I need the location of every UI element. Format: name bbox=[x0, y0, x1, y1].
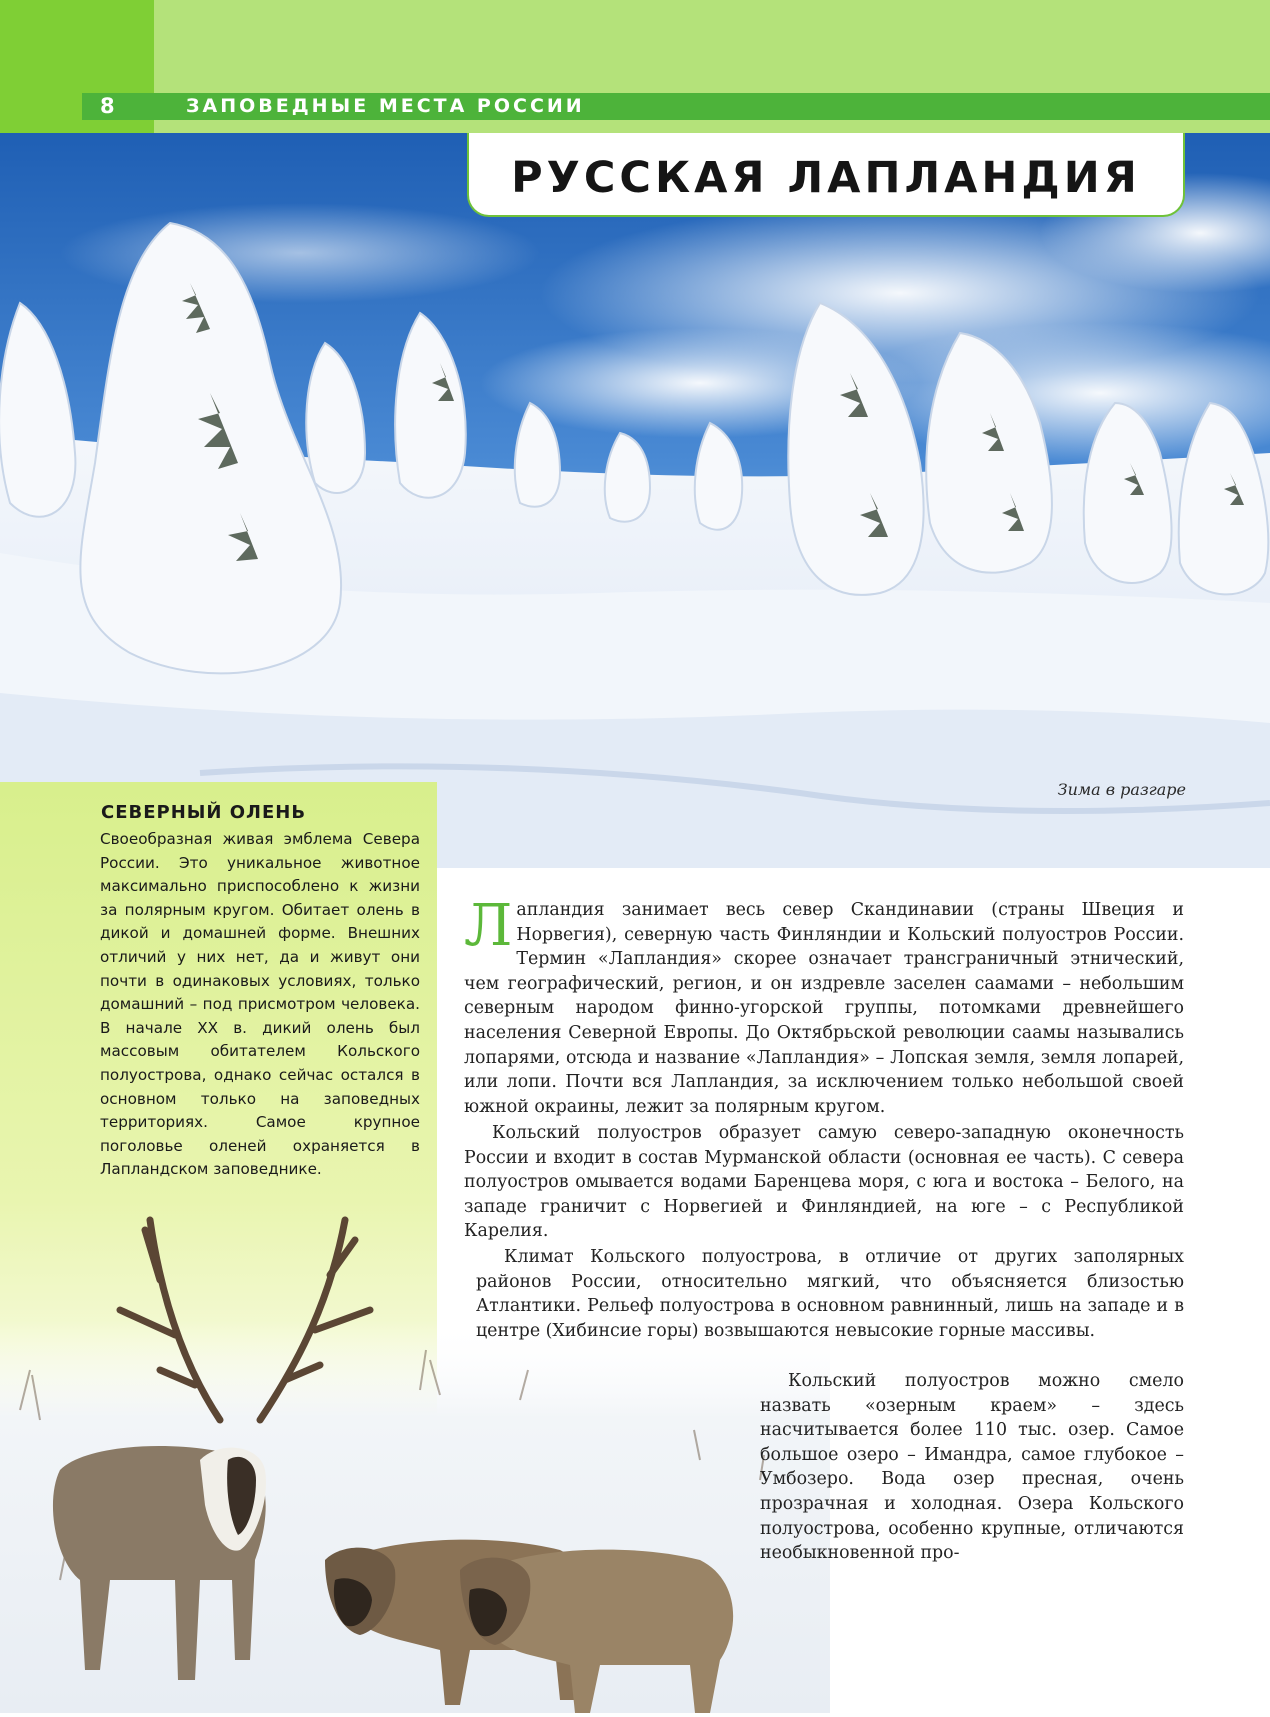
paragraph-1-text: апландия занимает весь север Скандинавии (страны Швеция и Норвегия), северную часть Финляндии и Кольский полуостров России. Термин «Лапландия» скорее означает трансграничный этнический, чем географический, регион, и он издревле заселен саамами – небольшим северным народом финно-угорской группы, потомками древнейшего населения Северной Европы. До Октябрьской революции саамы назывались лопарями, отсюда и название «Лапландия» – Лопская земля, земля лопарей, или лопи. Почти вся Лапландия, за исключением только небольшой своей южной окраины, лежит за полярным кругом. bbox=[464, 900, 1184, 1117]
drop-cap: Л bbox=[464, 891, 513, 959]
title-box bbox=[467, 133, 1185, 217]
article-paragraph-1 bbox=[464, 891, 1184, 1119]
article-title: РУССКАЯ ЛАПЛАНДИЯ bbox=[511, 153, 1141, 203]
photo-caption: Зима в разгаре bbox=[1057, 780, 1186, 799]
article-paragraph-2: Кольский полуостров образует самую северо-западную оконечность России и входит в состав Мурманской области (основная ее часть). С севера полуостров омывается водами Баренцева моря, с юга и востока – Белого, на западе граничит с Норвегией и Финляндией, на юге – с Республикой Карелия. bbox=[464, 1123, 1184, 1242]
article-paragraph-4: Кольский полуостров можно смело назвать «озерным краем» – здесь насчитывается более 110 тыс. озер. Самое большое озеро – Имандра, самое глубокое – Умбозеро. Вода озер пресная, очень прозрачная и холодная. Озера Кольского полуострова, особенно крупные, отличаются необыкновенной про- bbox=[760, 1371, 1184, 1564]
sidebar-title: СЕВЕРНЫЙ ОЛЕНЬ bbox=[101, 802, 307, 823]
page-number: 8 bbox=[100, 94, 115, 118]
winter-forest-photo bbox=[0, 133, 1270, 868]
article-paragraph-3: Климат Кольского полуострова, в отличие от других заполярных районов России, относительно мягкий, что объясняется близостью Атлантики. Рельеф полуострова в основном равнинный, лишь на западе и в центре (Хибинсие горы) возвышаются невысокие горные массивы. bbox=[476, 1247, 1184, 1341]
section-title: ЗАПОВЕДНЫЕ МЕСТА РОССИИ bbox=[186, 95, 585, 117]
sidebar-text: Своеобразная живая эмблема Севера России. Это уникальное животное максимально приспособлено к жизни за полярным кругом. Обитает олень в дикой и домашней форме. Внешних отличий у них нет, да и живут они почти в одинаковых условиях, только домашний – под присмотром человека. В начале XX в. дикий олень был массовым обитателем Кольского полуострова, однако сейчас остался в основном только на заповедных территориях. Самое крупное поголовье оленей охраняется в Лапландском заповеднике. bbox=[100, 830, 420, 1179]
